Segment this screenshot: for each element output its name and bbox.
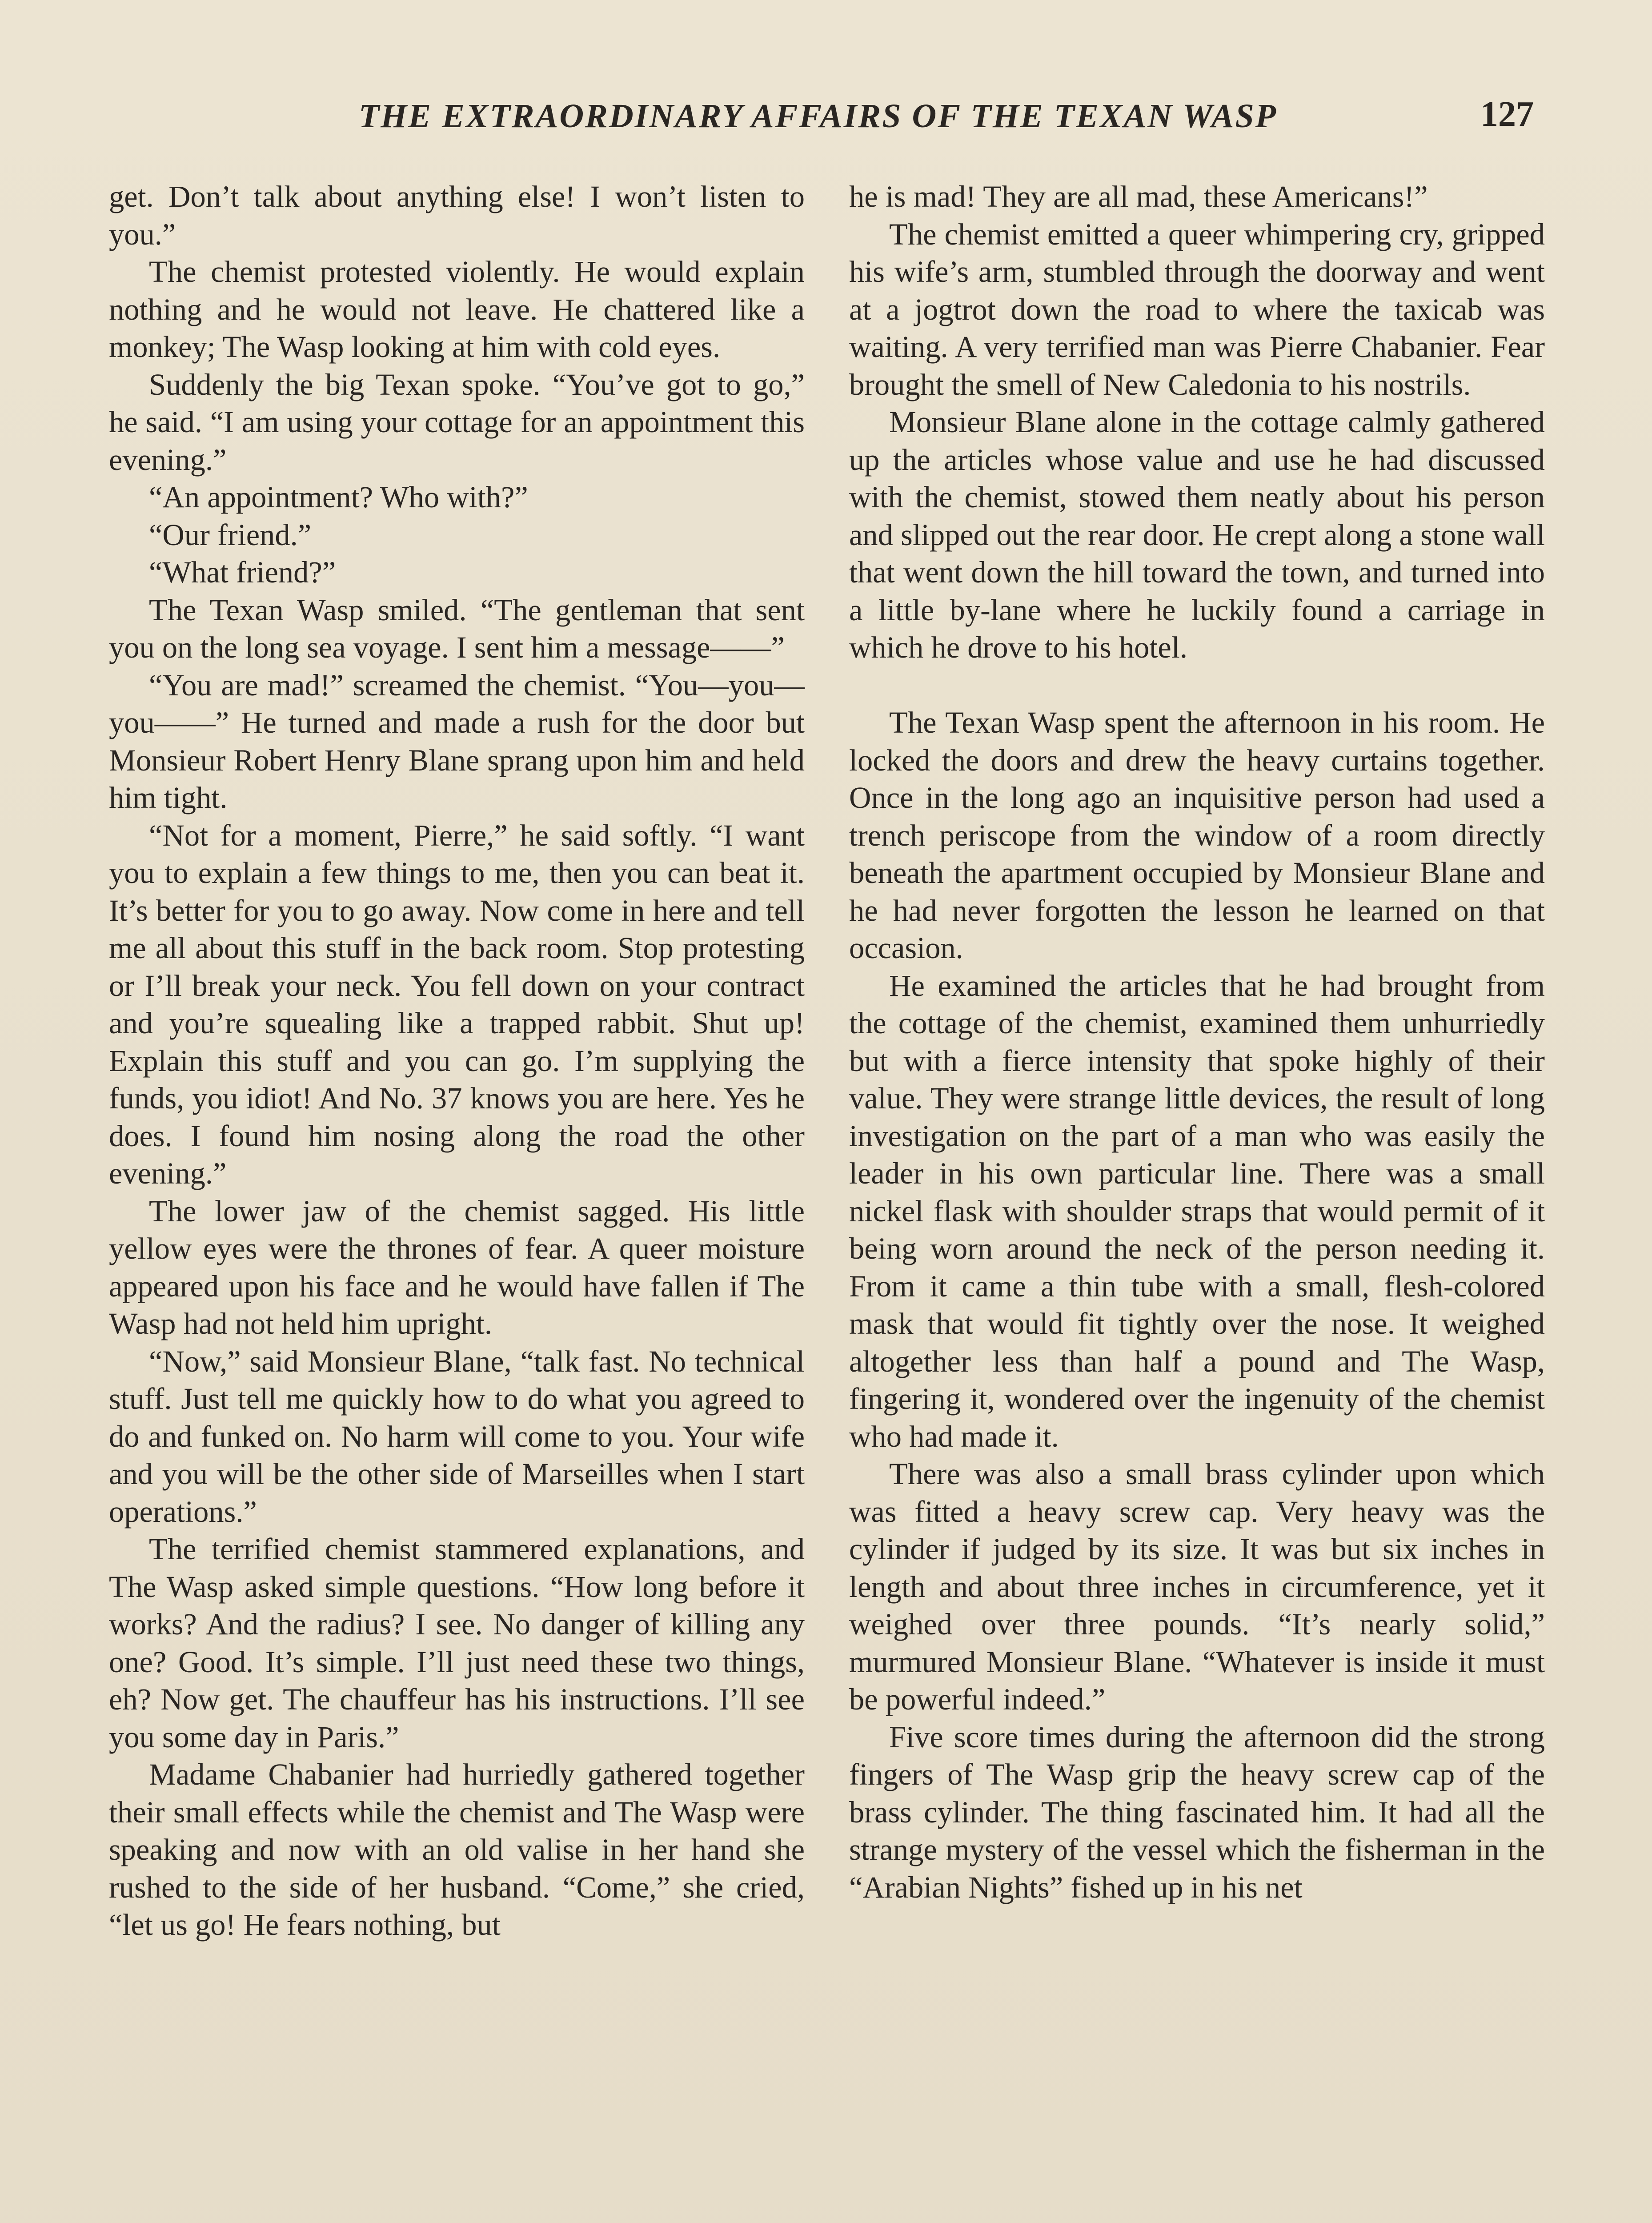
paragraph: He examined the articles that he had brought from the cottage of the chemist, examined them unhurriedly but with a fierce intensity that spoke highly of their value. They were strange little devices, the result of long investigation on the part of a man who was easily the leader in his own particular line. There was a small nickel flask with shoulder straps that would permit of it being worn around the neck of the person needing it. From it came a thin tube with a small, flesh-colored mask that would fit tightly over the nose. It weighed altogether less than half a pound and The Wasp, fingering it, wondered over the ingenuity of the chemist who had made it. [849, 968, 1545, 1453]
paragraph: “You are mad!” screamed the chemist. “You—you—you——” He turned and made a rush for the door but Monsieur Robert Henry Blane sprang upon him and held him tight. [109, 668, 805, 815]
page-number: 127 [1480, 95, 1534, 134]
paragraph: Suddenly the big Texan spoke. “You’ve got to go,” he said. “I am using your cottage for an appointment this evening.” [109, 367, 805, 477]
left-column [109, 178, 805, 1944]
paragraph: he is mad! They are all mad, these Americans!” [849, 180, 1428, 213]
paragraph: “Our friend.” [149, 518, 312, 552]
right-column [849, 178, 1545, 1906]
paragraph: The Texan Wasp smiled. “The gentleman that sent you on the long sea voyage. I sent him a message——” [109, 593, 805, 664]
paragraph: The chemist protested violently. He would explain nothing and he would not leave. He chattered like a monkey; The Wasp looking at him with cold eyes. [109, 255, 805, 364]
paragraph: Madame Chabanier had hurriedly gathered together their small effects while the chemist and The Wasp were speaking and now with an old valise in her hand she rushed to the side of her husband. “Come,” she cried, “let us go! He fears nothing, but [109, 1758, 805, 1942]
paragraph: The terrified chemist stammered explanations, and The Wasp asked simple questions. “How long before it works? And the radius? I see. No danger of killing any one? Good. It’s simple. I’ll just need these two things, eh? Now get. The chauffeur has his instructions. I’ll see you some day in Paris.” [109, 1532, 805, 1754]
running-title: THE EXTRAORDINARY AFFAIRS OF THE TEXAN WASP [358, 97, 1278, 135]
paragraph: Five score times during the afternoon did the strong fingers of The Wasp grip the heavy screw cap of the brass cylinder. The thing fascinated him. It had all the strange mystery of the vessel which the fisherman in the “Arabian Nights” fished up in his net [849, 1720, 1545, 1904]
paragraph: “An appointment? Who with?” [149, 480, 528, 514]
paragraph: “What friend?” [149, 555, 336, 589]
paragraph: The lower jaw of the chemist sagged. His little yellow eyes were the thrones of fear. A queer moisture appeared upon his face and he would have fallen if The Wasp had not held him upright. [109, 1194, 805, 1340]
paragraph: get. Don’t talk about anything else! I won’t listen to you.” [109, 180, 805, 251]
paragraph: “Now,” said Monsieur Blane, “talk fast. No technical stuff. Just tell me quickly how to do what you agreed to do and funked on. No harm will come to you. Your wife and you will be the other side of Marseilles when I start operations.” [109, 1344, 805, 1529]
paragraph: “Not for a moment, Pierre,” he said softly. “I want you to explain a few things to me, then you can beat it. It’s better for you to go away. Now come in here and tell me all about this stuff in the back room. Stop protesting or I’ll break your neck. You fell down on your contract and you’re squealing like a trapped rabbit. Shut up! Explain this stuff and you can go. I’m supplying the funds, you idiot! And No. 37 knows you are here. Yes he does. I found him nosing along the road the other evening.” [109, 818, 805, 1190]
paragraph: The chemist emitted a queer whimpering cry, gripped his wife’s arm, stumbled through the doorway and went at a jogtrot down the road to where the taxicab was waiting. A very terrified man was Pierre Chabanier. Fear brought the smell of New Caledonia to his nostrils. [849, 217, 1545, 401]
paragraph: The Texan Wasp spent the afternoon in his room. He locked the doors and drew the heavy curtains together. Once in the long ago an inquisitive person had used a trench periscope from the window of a room directly beneath the apartment occupied by Monsieur Blane and he had never forgotten the lesson he learned on that occasion. [849, 706, 1545, 965]
paragraph: Monsieur Blane alone in the cottage calmly gathered up the articles whose value and use he had discussed with the chemist, stowed them neatly about his person and slipped out the rear door. He crept along a stone wall that went down the hill toward the town, and turned into a little by-lane where he luckily found a carriage in which he drove to his hotel. [849, 405, 1545, 664]
paragraph: There was also a small brass cylinder upon which was fitted a heavy screw cap. Very heavy was the cylinder if judged by its size. It was but six inches in length and about three inches in circumference, yet it weighed over three pounds. “It’s nearly solid,” murmured Monsieur Blane. “Whatever is inside it must be powerful indeed.” [849, 1457, 1545, 1716]
